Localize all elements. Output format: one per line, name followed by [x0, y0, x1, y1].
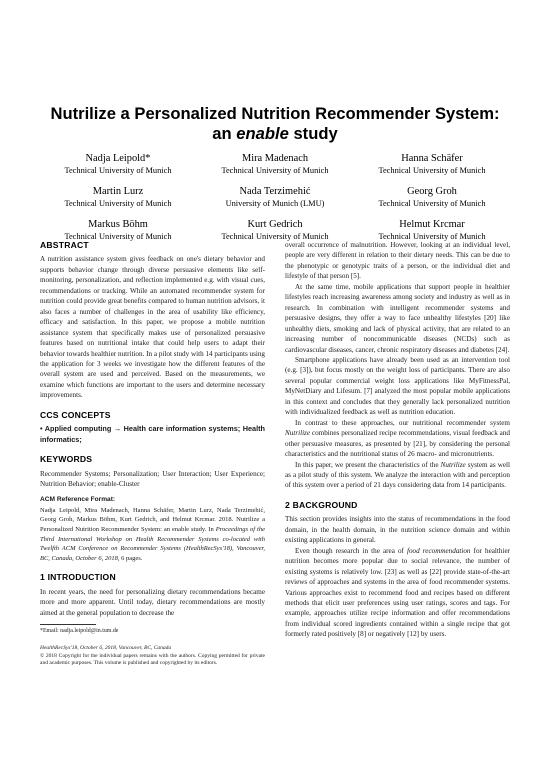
title-line-2-pre: an [212, 124, 237, 143]
author-name: Kurt Gedrich [247, 219, 303, 230]
reference-authors: Nadja Leipold, Mira Madenach, Hanna Schäfer, Martin Lurz, Nada Terzimehić, Georg Groh, Markus Böhm, Kurt Gedrich, and Helmut Krcmar. 2018. Nutrilize a Personalized Nutrition Recommender System: an enable study. In [40, 506, 265, 534]
author [354, 152, 510, 185]
author [354, 185, 510, 218]
footnote-rule [40, 624, 96, 625]
reference-pages: , 6 pages. [117, 554, 143, 562]
intro-paragraph-5 [285, 460, 510, 491]
title-line-2 [40, 124, 510, 144]
author-name: Mira Madenach [241, 153, 309, 164]
ccs-heading: CCS CONCEPTS [40, 409, 111, 420]
author-affiliation: Technical University of Munich [221, 232, 329, 241]
reference-format-text [40, 506, 265, 564]
background-heading: 2 BACKGROUND [285, 499, 358, 510]
author [40, 152, 196, 185]
author [40, 185, 196, 218]
background-paragraph-2 [285, 546, 510, 640]
author-affiliation: Technical University of Munich [378, 166, 486, 175]
title-line-2-post: study [288, 124, 338, 143]
reference-venue: Proceedings of the Third International Workshop on Health Recommender Systems co-located with Twelfth ACM Conference on Recommender Systems (HealthRecSys'18), Vancouver, BC, Canada, October 6, 2018 [40, 526, 265, 562]
author-name: Markus Böhm [88, 219, 148, 230]
author-row-1 [40, 152, 510, 185]
author-affiliation: Technical University of Munich [64, 166, 172, 175]
author-row-2 [40, 185, 510, 218]
author-name: Nada Terzimehić [239, 186, 311, 197]
author-affiliation: Technical University of Munich [378, 232, 486, 241]
intro-paragraph-1: overall occurrence of malnutrition. However, looking at an individual level, people are very different in relation to their dietary needs. This can be due to the phenotypic or genotypic traits of a person, or the individual diet and lifestyle of that person [5]. [285, 241, 510, 281]
copyright-venue: HealthRecSys'18, October 6, 2018, Vancouver, BC, Canada [40, 645, 172, 652]
p4-em: Nutrilize [285, 429, 310, 438]
intro-paragraph-4 [285, 418, 510, 460]
paper-title [40, 104, 510, 144]
keywords-heading: KEYWORDS [40, 454, 93, 465]
p5-em: Nutrilize [440, 460, 466, 469]
copyright-block [40, 645, 265, 668]
p5-pre: In this paper, we present the characteristics of the [295, 460, 441, 469]
right-column [285, 240, 510, 640]
p5-post: system as well as a pilot study of this system. We analyze the interaction with and perception of this system over a period of 21 days considering data from 14 participants. [285, 460, 510, 490]
abstract-text: A nutrition assistance system gives feedback on one's dietary behavior and supports behavior change through diverse persuasive elements like self-monitoring, personalization, and reflection implemented e.g. with visual cues, recommendations or tracking. While an automated recommender system for nutrition could provide great benefits compared to human nutrition advisors, it also faces a number of challenges in the area of usability like efficiency, efficacy and satisfaction. In this paper, we propose a mobile nutrition assistance system that specifically makes use of personalized persuasive features based on nutritional intake that could help users to adapt their behavior towards healthier nutrition. In a pilot study with 14 participants using the application for 3 weeks we investigate how the different features of the overall system are used and perceived. Based on the measurements, we examine which functions are important to the users and determine necessary improvements. [40, 255, 265, 400]
author-affiliation: Technical University of Munich [378, 199, 486, 208]
author-name: Martin Lurz [92, 186, 144, 197]
author [197, 185, 353, 218]
title-line-1: Nutrilize a Personalized Nutrition Recommender System: [50, 104, 500, 123]
ccs-text: • Applied computing → Health care information systems; Health informatics; [40, 424, 265, 444]
left-column [40, 240, 265, 668]
introduction-text: In recent years, the need for personalizing dietary recommendations became more and more apparent. Until today, dietary recommendations are mostly aimed at the general population to decrease the [40, 587, 265, 617]
bg-p2-em: food recommendation [407, 546, 471, 555]
author [197, 152, 353, 185]
author-name: Georg Groh [407, 186, 457, 197]
abstract-heading: ABSTRACT [40, 240, 89, 250]
reference-format-label: ACM Reference Format: [40, 496, 116, 504]
author-affiliation: Technical University of Munich [64, 232, 172, 241]
author-block [40, 152, 510, 251]
p4-pre: In contrast to these approaches, our nutritional recommender system [295, 418, 510, 427]
p4-post: combines personalized recipe recommendations, visual feedback and other persuasive measures, as presented by [21], by considering the personal characteristics and the nutritional status of 26 macro- and micronutrients. [285, 429, 510, 459]
author-name: Hanna Schäfer [401, 153, 463, 164]
author-affiliation: Technical University of Munich [221, 166, 329, 175]
footnote-email: *Email: nadja.leipold@in.tum.de [40, 628, 119, 635]
author-affiliation: University of Munich (LMU) [225, 199, 325, 208]
bg-p2-post: for healthier nutrition becomes more popular due to social relevance, the number of existing systems is relatively low. [23] as well as [22] provide state-of-the-art reviews of approaches and systems in the area of food recommender systems. Various approaches exist to recommend food and recipes based on different methods that elicit user preferences using user ratings, scores and tags. For example, approaches utilize recipe information and offer recommendations from individual scored ingredients contained within a single recipe that got formerly rated positively [8] or negatively [12] by users. [285, 546, 510, 639]
intro-paragraph-3: Smartphone applications have already been used as an intervention tool (e.g. [3]), but focus mostly on the weight loss of participants. There are also several popular commercial weight loss applications like MyFitnessPal, MyNetDiary and Lifesum. [7] analyzed the most popular mobile applications in this context and concludes that they generally lack personalized nutrition with individualized feedback as well as nutrition education. [285, 355, 510, 417]
author-name: Nadja Leipold* [85, 153, 151, 164]
background-paragraph-1: This section provides insights into the status of recommendations in the food domain, in the health domain, in the nutrition science domain and within existing applications in general. [285, 515, 510, 545]
title-emphasis: enable [236, 124, 289, 143]
bg-p2-pre: Even though research in the area of [295, 546, 407, 555]
author-affiliation: Technical University of Munich [64, 199, 172, 208]
copyright-text: © 2018 Copyright for the individual papers remains with the authors. Copying permitted for private and academic purposes. This volume is published and copyrighted by its editors. [40, 652, 265, 667]
keywords-text: Recommender Systems; Personalization; User Interaction; User Experience; Nutrition Behavior; enable-Cluster [40, 469, 265, 488]
intro-paragraph-2: At the same time, mobile applications that support people in healthier lifestyles reach increasing awareness among society and industry as well as in research. In combination with intelligent recommender systems and persuasive designs, they offer a way to face unhealthy lifestyles [20] like unhealthy diets, smoking and lack of physical activity, that are related to an increasing number of noncommunicable diseases (NCDs) such as cardiovascular diseases, cancer, chronic respiratory diseases and diabetes [24]. [285, 282, 510, 354]
author-name: Helmut Krcmar [399, 219, 465, 230]
introduction-heading: 1 INTRODUCTION [40, 572, 116, 583]
